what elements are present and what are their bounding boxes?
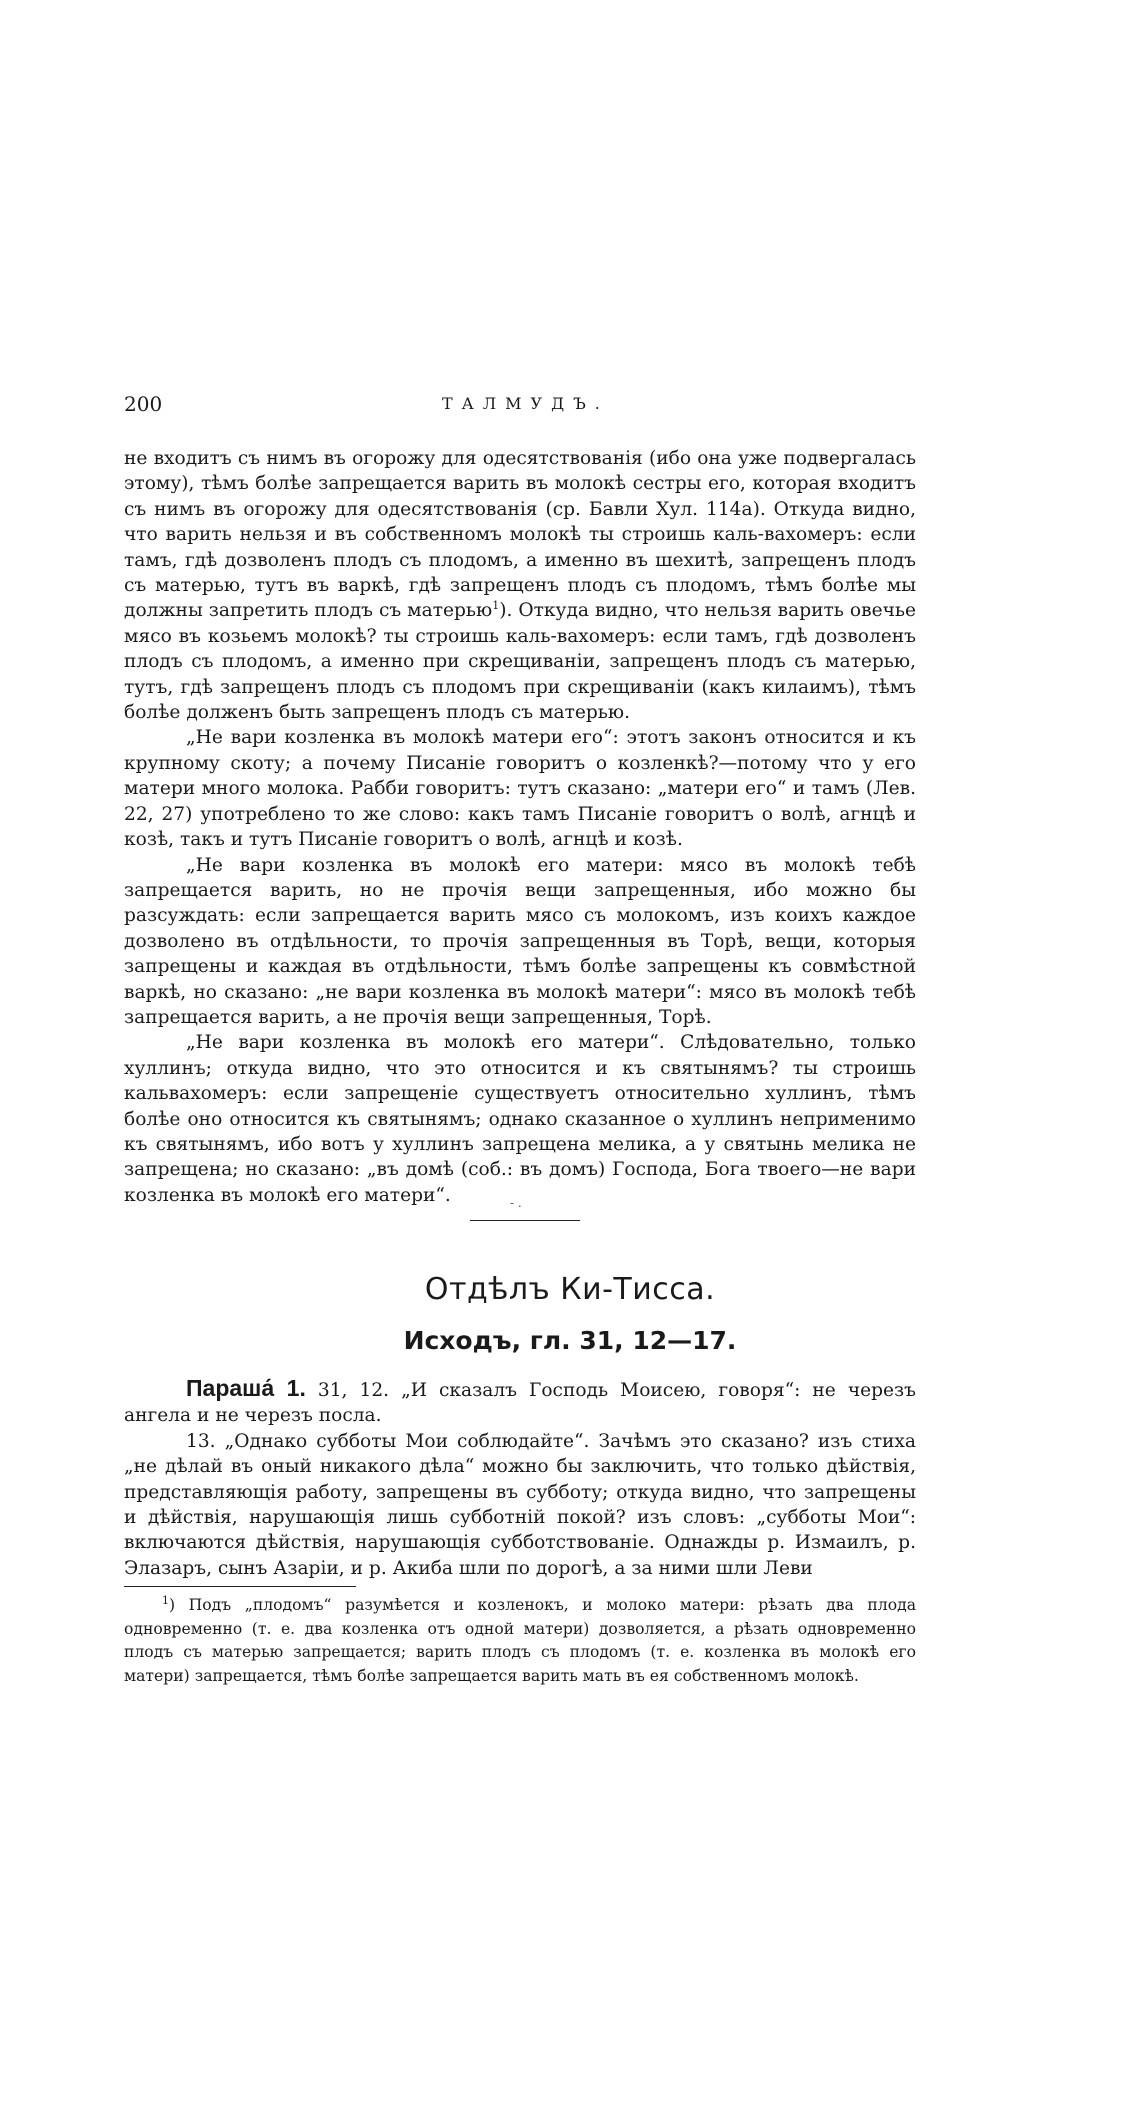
paragraph-1-tail: ). Откуда видно, что нельзя варить овечье мясо въ козьемъ молокѣ? ты строишь каль-вахомеръ: если тамъ, гдѣ дозволенъ плодъ съ плодомъ, а именно при скрещиваніи, запрещенъ плодъ съ матерью, тутъ, гдѣ запрещенъ плодъ съ плодомъ при скрещиваніи (какъ килаимъ), тѣмъ болѣе долженъ быть запрещенъ плодъ съ матерью. bbox=[124, 600, 916, 724]
paragraph-3: „Не вари козленка въ молокѣ его матери: мясо въ молокѣ тебѣ запрещается варить, но не прочія вещи запрещенныя, ибо можно бы разсуждать: если запрещается варить мясо съ молокомъ, изъ коихъ каждое дозволено въ отдѣльности, то прочія запрещенныя въ Торѣ, вещи, которыя запрещены и каждая въ отдѣльности, тѣмъ болѣе запрещены къ совмѣстной варкѣ, но сказано: „не вари козленка въ молокѣ матери“: мясо въ молокѣ тебѣ запрещается варить, а не прочія вещи запрещенныя, Торѣ. bbox=[124, 854, 916, 1028]
second-text-block bbox=[124, 1376, 916, 1581]
divider-mark: - . bbox=[510, 1196, 522, 1210]
footnote bbox=[124, 1594, 916, 1688]
page-number: 200 bbox=[124, 392, 163, 416]
footnote-rule bbox=[124, 1586, 356, 1587]
footnote-ref: 1 bbox=[492, 599, 500, 613]
top-text-block bbox=[124, 446, 916, 1208]
parasha-paragraph bbox=[124, 1376, 916, 1429]
parasha-text: 31, 12. „И сказалъ Господь Моисею, говоря“: не черезъ ангела и не черезъ посла. bbox=[124, 1380, 917, 1427]
paragraph-1-text: не входитъ съ нимъ въ огорожу для одесятствованія (ибо она уже подвергалась этому), тѣмъ болѣе запрещается варить въ молокѣ сестры его, которая входитъ съ нимъ въ огорожу для одесятствованія (ср. Бавли Хул. 114а). Откуда видно, что варить нельзя и въ собственномъ молокѣ ты строишь каль-вахомеръ: если тамъ, гдѣ дозволенъ плодъ съ плодомъ, а именно въ шехитѣ, запрещенъ плодъ съ матерью, тутъ въ варкѣ, гдѣ запрещенъ плодъ съ плодомъ, тѣмъ болѣе мы должны запретить плодъ съ матерью bbox=[124, 448, 916, 622]
running-title: ТАЛМУДЪ. bbox=[442, 394, 609, 413]
section-divider bbox=[470, 1220, 580, 1221]
section-title: Отдѣлъ Ки-Тисса. bbox=[424, 1272, 716, 1307]
paragraph-2: „Не вари козленка въ молокѣ матери его“: этотъ законъ относится и къ крупному скоту; а почему Писаніе говоритъ о козленкѣ?—потому что у его матери много молока. Рабби говоритъ: тутъ сказано: „матери его“ и тамъ (Лев. 22, 27) употреблено то же слово: какъ тамъ Писаніе говоритъ о волѣ, агнцѣ и козѣ, такъ и тутъ Писаніе говоритъ о волѣ, агнцѣ и козѣ. bbox=[124, 727, 916, 851]
paragraph-1 bbox=[124, 446, 916, 725]
paragraph-4: „Не вари козленка въ молокѣ его матери“. Слѣдовательно, только хуллинъ; откуда видно, что это относится и къ святынямъ? ты строишь кальвахомеръ: если запрещеніе существуетъ относительно хуллинъ, тѣмъ болѣе оно относится къ святынямъ; однако сказанное о хуллинъ неприменимо къ святынямъ, ибо вотъ у хуллинъ запрещена мелика, а у святынь мелика не запрещена; но сказано: „въ домѣ (соб.: въ домъ) Господа, Бога твоего—не вари козленка въ молокѣ его матери“. bbox=[124, 1032, 916, 1206]
paragraph-verse-13: 13. „Однако субботы Мои соблюдайте“. Зачѣмъ это сказано? изъ стиха „не дѣлай въ оный никакого дѣла“ можно бы заключить, что только дѣйствія, представляющія работу, запрещены въ субботу; откуда видно, что запрещены и дѣйствія, нарушающія лишь субботній покой? изъ словъ: „субботы Мои“: включаются дѣйствія, нарушающія субботствованіе. Однажды р. Измаилъ, р. Элазаръ, сынъ Азаріи, и р. Акиба шли по дорогѣ, а за ними шли Леви bbox=[124, 1430, 916, 1579]
chapter-reference: Исходъ, гл. 31, 12—17. bbox=[403, 1326, 737, 1355]
footnote-text: ) Подъ „плодомъ“ разумѣется и козленокъ, и молоко матери: рѣзать два плода одновременно (т. е. два козленка отъ одной матери) дозволяется, а рѣзать одновременно плодъ съ матерью запрещается; варить плодъ съ плодомъ (т. е. козленка въ молокѣ его матери) запрещается, тѣмъ болѣе запрещается варить мать въ ея собственномъ молокѣ. bbox=[124, 1596, 916, 1685]
parasha-label: Параша́ 1. bbox=[186, 1375, 306, 1401]
footnote-mark: 1 bbox=[162, 1593, 169, 1607]
